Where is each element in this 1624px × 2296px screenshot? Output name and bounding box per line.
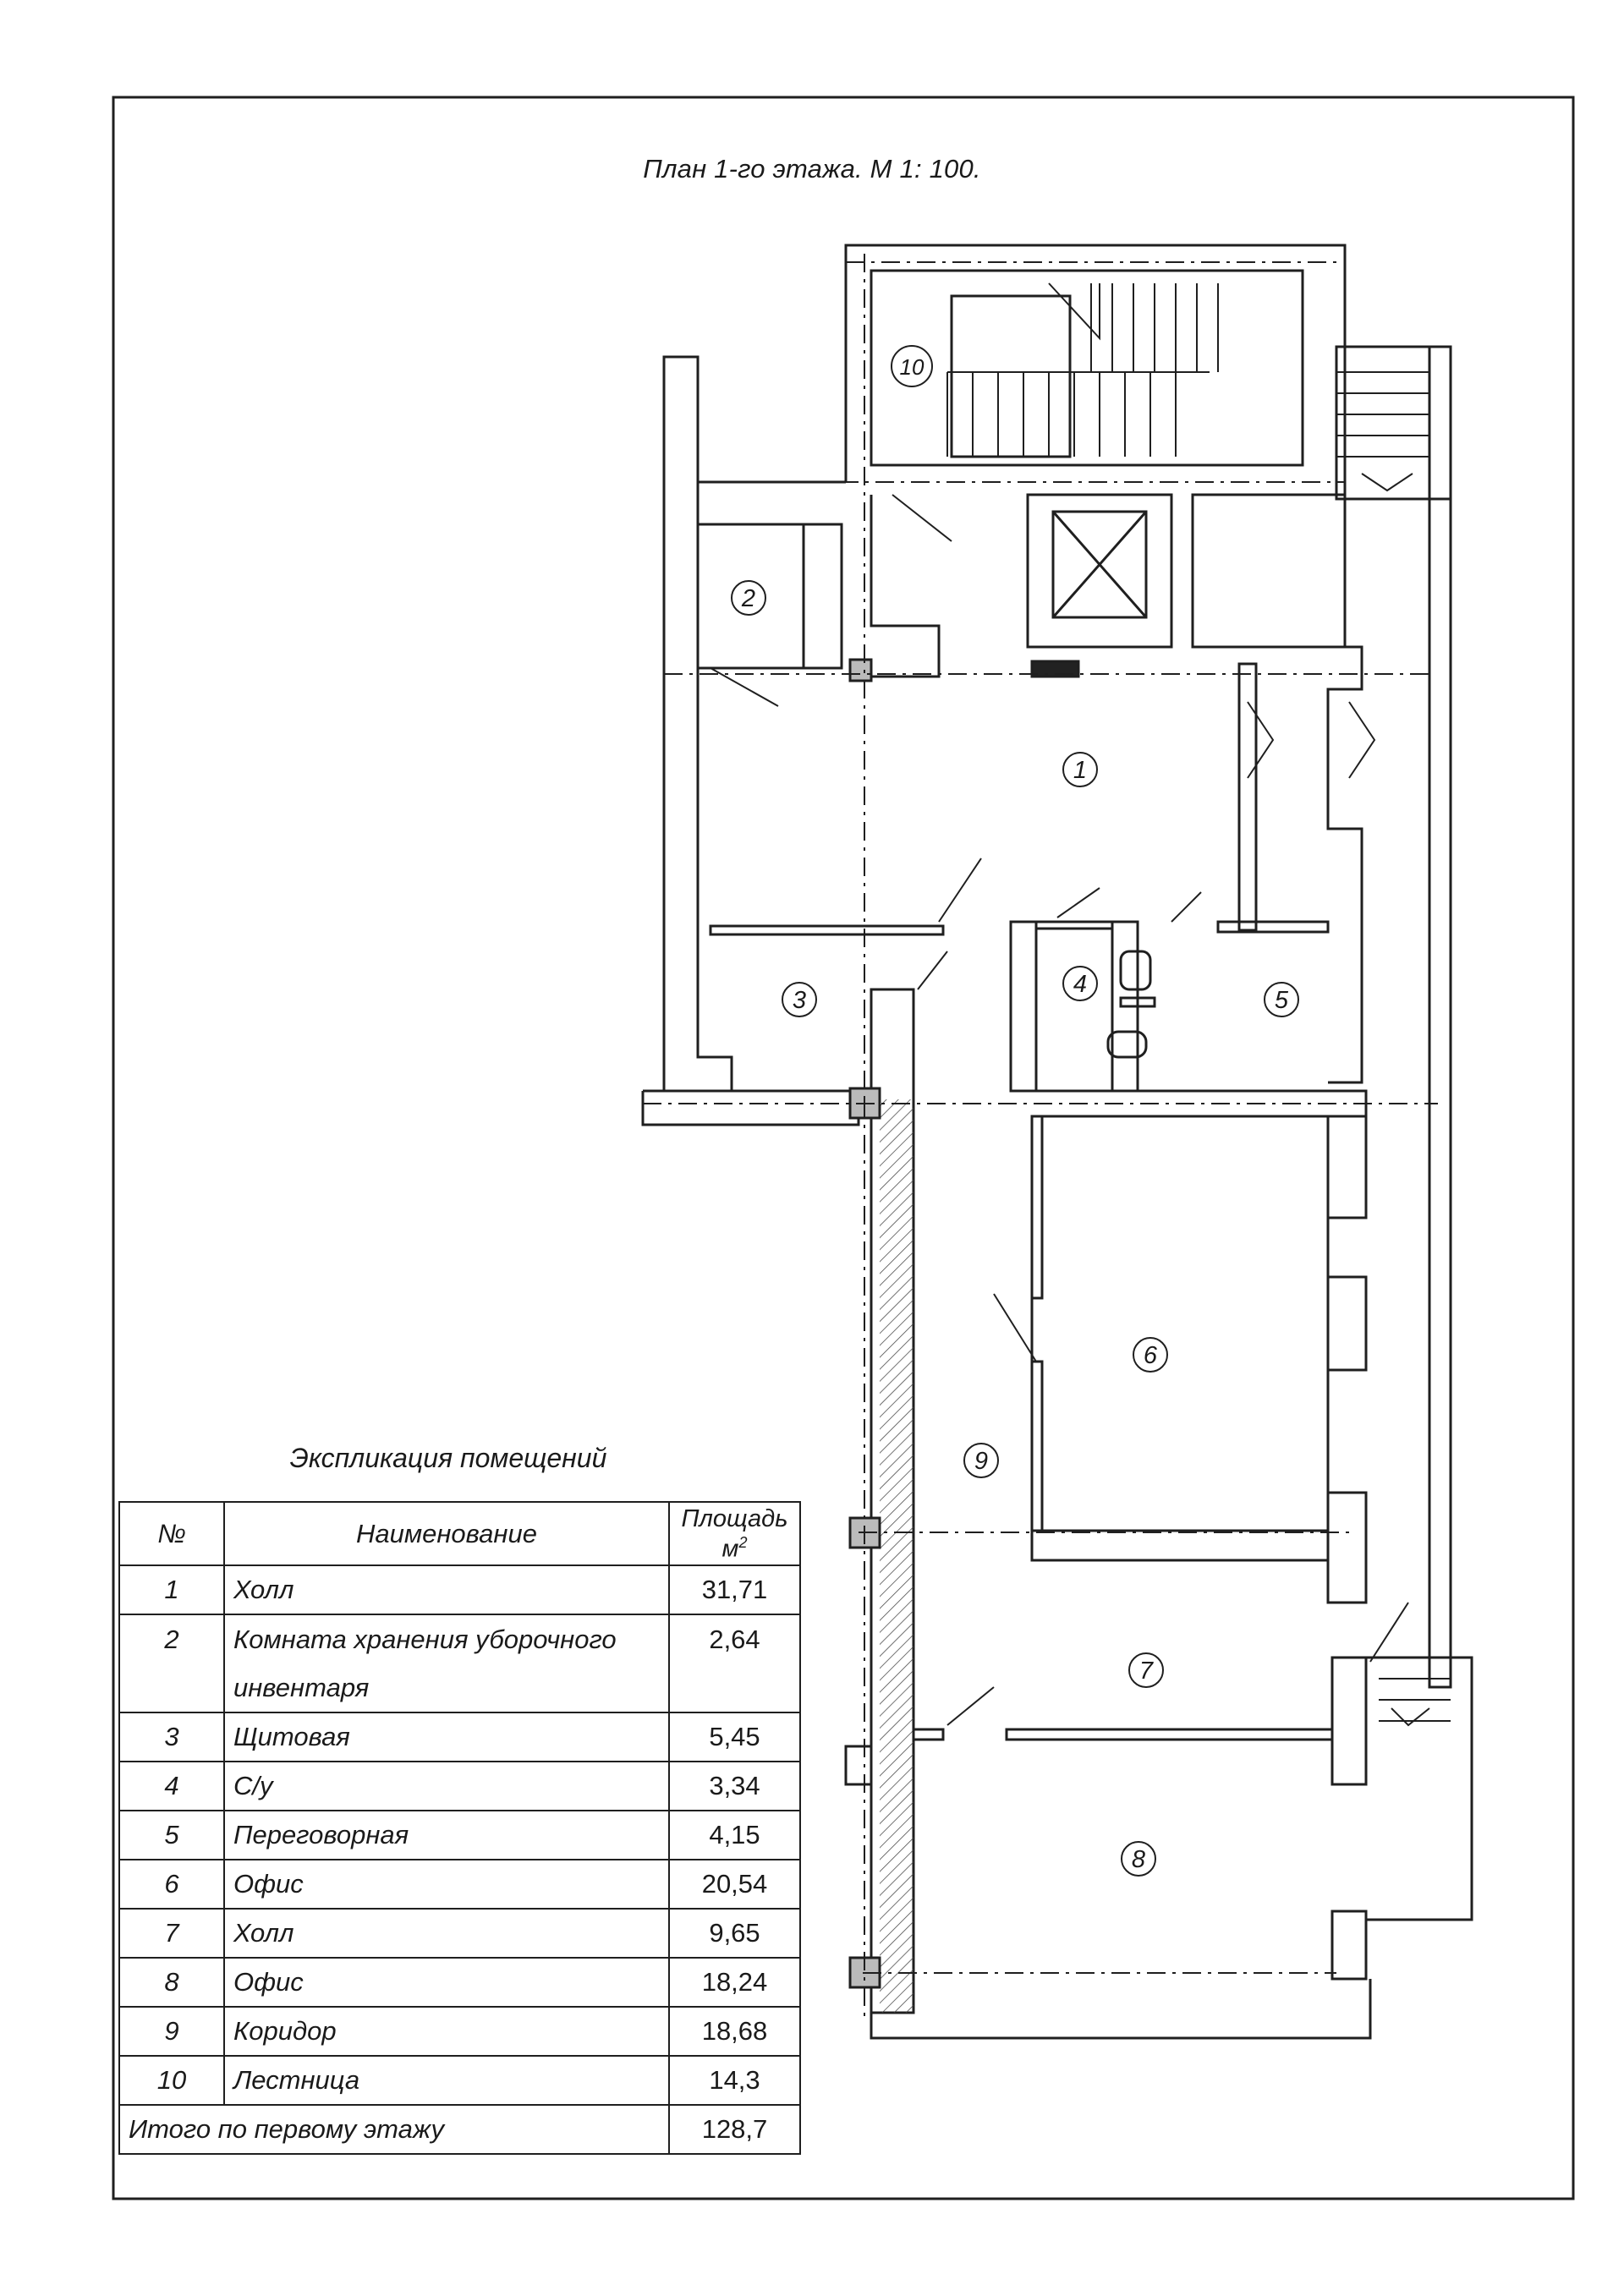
row-num: 9 bbox=[119, 2007, 224, 2056]
row-area bbox=[669, 1663, 800, 1712]
wall-bottom bbox=[871, 1979, 1370, 2038]
wall-stair-outer bbox=[846, 245, 1345, 647]
corridor-wall-hatch bbox=[880, 1099, 914, 2013]
svg-text:5: 5 bbox=[1274, 987, 1289, 1014]
room6-bottom-wall bbox=[1032, 1531, 1328, 1560]
row-name: Переговорная bbox=[224, 1811, 669, 1860]
room-tags bbox=[732, 346, 1298, 1876]
room-tag-10 bbox=[892, 346, 932, 386]
wall-room5-top bbox=[1218, 922, 1328, 932]
room-tag-9 bbox=[964, 1444, 998, 1477]
svg-text:8: 8 bbox=[1131, 1846, 1146, 1873]
row-num: 10 bbox=[119, 2056, 224, 2105]
wall-wc-left bbox=[1011, 922, 1036, 1091]
row-area: 3,34 bbox=[669, 1762, 800, 1811]
total-area: 128,7 bbox=[669, 2105, 800, 2154]
header-area bbox=[669, 1502, 800, 1565]
room6-wall-upper bbox=[1032, 1116, 1042, 1298]
row-name: Лестница bbox=[224, 2056, 669, 2105]
door-swing-8 bbox=[947, 1687, 994, 1725]
door-swing-10 bbox=[892, 495, 952, 541]
door-swing-3 bbox=[918, 951, 947, 989]
row-area: 5,45 bbox=[669, 1712, 800, 1762]
room-tag-5 bbox=[1265, 983, 1298, 1016]
row-num: 7 bbox=[119, 1909, 224, 1958]
side-stair-treads bbox=[1379, 1679, 1451, 1725]
toilet bbox=[1108, 1032, 1146, 1057]
washbasin bbox=[1121, 951, 1150, 989]
row-name: Холл bbox=[224, 1909, 669, 1958]
row-num: 3 bbox=[119, 1712, 224, 1762]
row-num: 4 bbox=[119, 1762, 224, 1811]
explication-title: Экспликация помещений bbox=[289, 1443, 607, 1473]
wall-right-outer bbox=[1429, 347, 1451, 1687]
row-name: Щитовая bbox=[224, 1712, 669, 1762]
room6-wall-lower bbox=[1032, 1362, 1042, 1531]
door-swing-4 bbox=[1057, 888, 1100, 918]
window-pier-b bbox=[1328, 1277, 1366, 1370]
room6-walls bbox=[1032, 1116, 1328, 1531]
explication-table bbox=[118, 1501, 801, 2155]
header-num: № bbox=[119, 1502, 224, 1565]
svg-text:3: 3 bbox=[792, 987, 807, 1014]
row-name: Коридор bbox=[224, 2007, 669, 2056]
table-row bbox=[119, 1762, 800, 1811]
table-row bbox=[119, 1860, 800, 1909]
table-row bbox=[119, 2007, 800, 2056]
door-swing-1 bbox=[939, 858, 981, 922]
wall-wc-top bbox=[1036, 922, 1112, 929]
glass-partition bbox=[1239, 664, 1256, 930]
row-area: 18,68 bbox=[669, 2007, 800, 2056]
total-row bbox=[119, 2105, 800, 2154]
row-num bbox=[119, 1663, 224, 1712]
window-pier-e bbox=[1332, 1911, 1366, 1979]
row-name: инвентаря bbox=[224, 1663, 669, 1712]
table-row bbox=[119, 1663, 800, 1712]
window-pier-d bbox=[1332, 1658, 1366, 1784]
row-num: 8 bbox=[119, 1958, 224, 2007]
plan-title: План 1-го этажа. М 1: 100. bbox=[643, 154, 981, 184]
room-tag-3 bbox=[782, 983, 816, 1016]
row-area: 18,24 bbox=[669, 1958, 800, 2007]
header-area-unit-sup: 2 bbox=[738, 1533, 748, 1551]
room-tag-8 bbox=[1122, 1842, 1155, 1876]
table-row bbox=[119, 1614, 800, 1663]
stair-well bbox=[871, 271, 1303, 465]
row-area: 2,64 bbox=[669, 1614, 800, 1663]
wall-left-outer bbox=[664, 357, 846, 1091]
room-tag-4 bbox=[1063, 967, 1097, 1000]
door-leaf-b bbox=[1349, 702, 1374, 778]
entry-stair-block bbox=[1336, 347, 1451, 499]
table-row bbox=[119, 1909, 800, 1958]
room-tag-6 bbox=[1133, 1338, 1167, 1372]
wall-room3-top bbox=[710, 926, 943, 934]
door-swing-6 bbox=[994, 1294, 1036, 1362]
row-area: 31,71 bbox=[669, 1565, 800, 1614]
wall-room8-top bbox=[1007, 1729, 1332, 1740]
total-label: Итого по первому этажу bbox=[119, 2105, 669, 2154]
window-pier-c bbox=[1328, 1493, 1366, 1603]
row-name: Офис bbox=[224, 1958, 669, 2007]
door-swing-5 bbox=[1171, 892, 1201, 922]
wall-stair-lobby bbox=[871, 495, 939, 677]
stair-flight-upper bbox=[952, 296, 1070, 457]
stair-treads-upper bbox=[947, 283, 1218, 457]
room2-niche bbox=[804, 524, 842, 668]
header-area-unit: м bbox=[721, 1535, 739, 1563]
svg-text:2: 2 bbox=[741, 585, 756, 612]
room-tag-7 bbox=[1129, 1653, 1163, 1687]
row-num: 5 bbox=[119, 1811, 224, 1860]
row-area: 14,3 bbox=[669, 2056, 800, 2105]
row-area: 20,54 bbox=[669, 1860, 800, 1909]
row-name: Холл bbox=[224, 1565, 669, 1614]
room-tag-1 bbox=[1063, 753, 1097, 786]
table-row bbox=[119, 1811, 800, 1860]
table-header-row bbox=[119, 1502, 800, 1565]
svg-text:7: 7 bbox=[1138, 1658, 1154, 1685]
wall-stub-7 bbox=[914, 1729, 943, 1740]
svg-text:9: 9 bbox=[974, 1448, 989, 1475]
row-area: 4,15 bbox=[669, 1811, 800, 1860]
column-d bbox=[850, 660, 871, 681]
room-tag-2 bbox=[732, 581, 765, 615]
wall-left-bottom bbox=[643, 1091, 859, 1125]
row-area: 9,65 bbox=[669, 1909, 800, 1958]
svg-text:10: 10 bbox=[899, 354, 924, 380]
row-name: Офис bbox=[224, 1860, 669, 1909]
table-row bbox=[119, 2056, 800, 2105]
wall-left-inner bbox=[698, 482, 732, 1091]
row-name: С/у bbox=[224, 1762, 669, 1811]
door-swing-7 bbox=[1370, 1603, 1408, 1662]
row-name: Комната хранения уборочного bbox=[224, 1614, 669, 1663]
table-row bbox=[119, 1958, 800, 2007]
row-num: 6 bbox=[119, 1860, 224, 1909]
side-stair-walls bbox=[1366, 1658, 1472, 1920]
elevator-shaft bbox=[1028, 495, 1171, 647]
svg-text:4: 4 bbox=[1073, 971, 1088, 998]
row-num: 2 bbox=[119, 1614, 224, 1663]
door-leaf-a bbox=[1248, 702, 1273, 778]
entry-stair-treads bbox=[1336, 372, 1429, 490]
svg-text:1: 1 bbox=[1073, 757, 1088, 784]
header-area-label: Площадь bbox=[681, 1504, 788, 1532]
row-num: 1 bbox=[119, 1565, 224, 1614]
table-row bbox=[119, 1565, 800, 1614]
table-row bbox=[119, 1712, 800, 1762]
header-name: Наименование bbox=[224, 1502, 669, 1565]
wall-bump bbox=[846, 1746, 871, 1784]
svg-text:6: 6 bbox=[1143, 1342, 1158, 1369]
window-pier-a bbox=[1328, 1116, 1366, 1218]
